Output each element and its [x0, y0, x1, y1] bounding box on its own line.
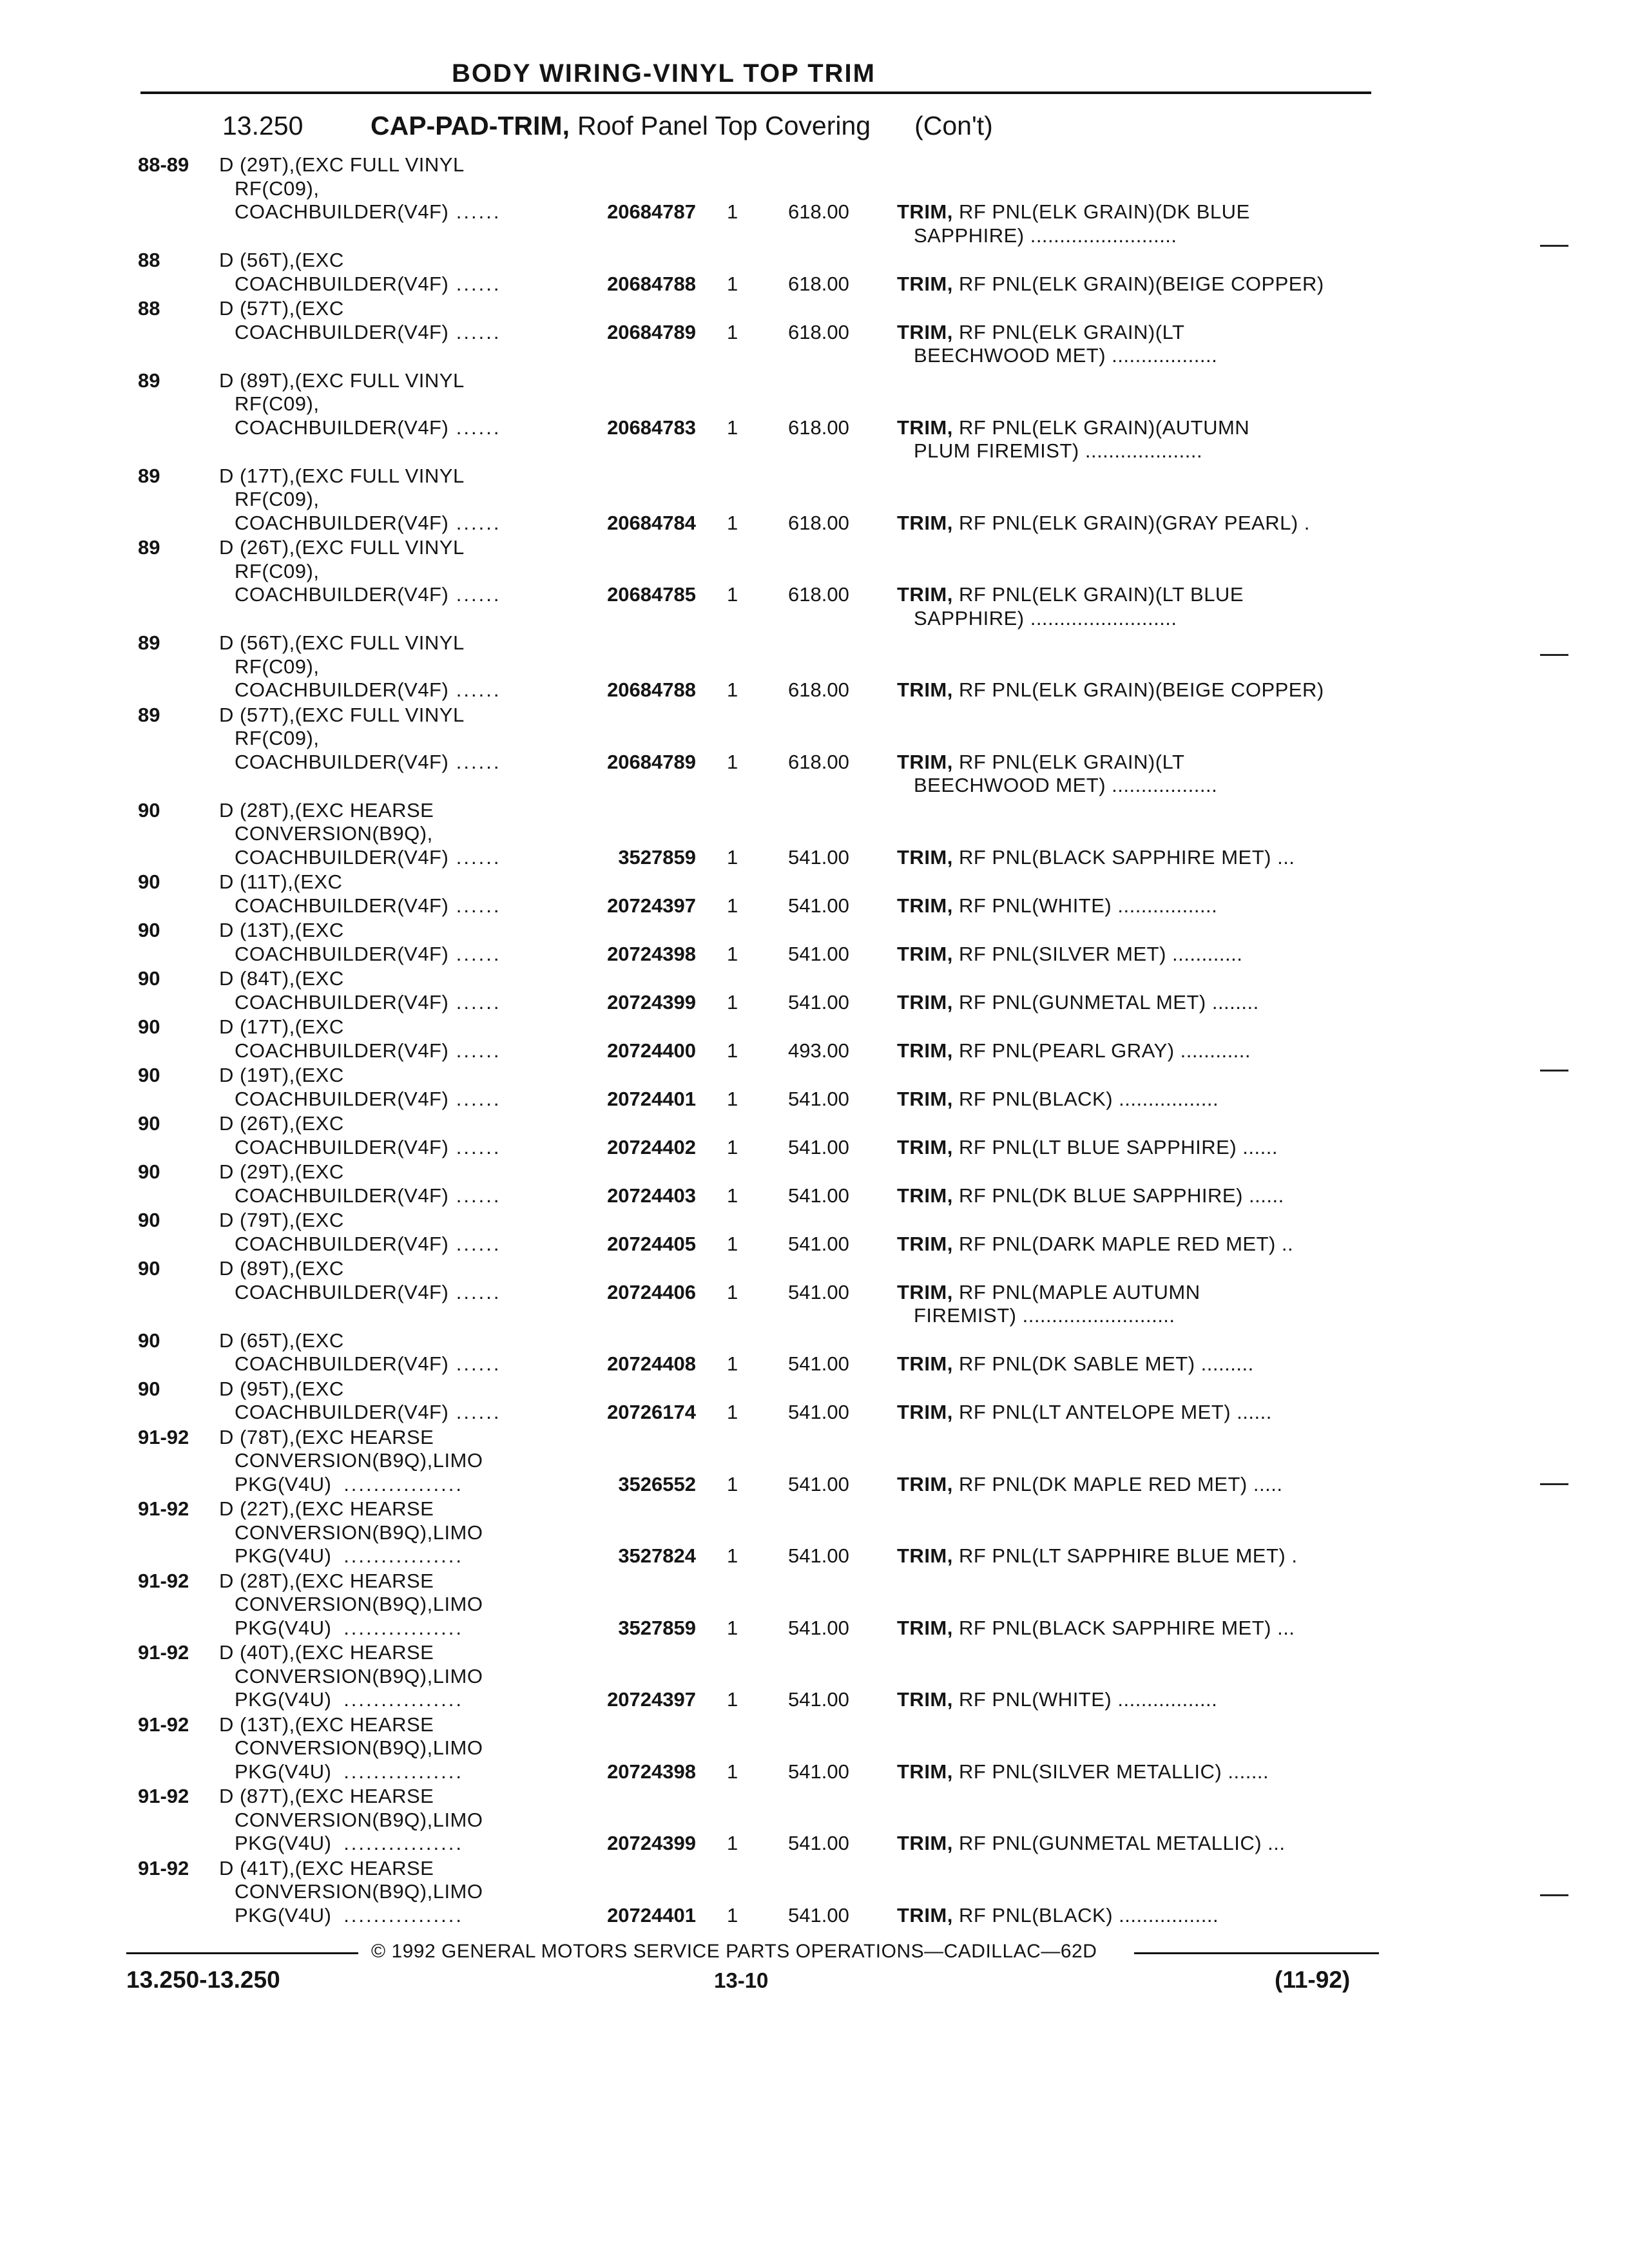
price: 541.00	[788, 1472, 849, 1495]
footer-page-number: 13-10	[714, 1968, 769, 1992]
usage-line: D (65T),(EXC	[219, 1329, 344, 1352]
usage-line: COACHBUILDER(V4F)	[235, 200, 449, 223]
part-description: SAPPHIRE) .........................	[914, 606, 1177, 629]
quantity: 1	[727, 990, 738, 1014]
leader-dots: ......	[456, 1184, 501, 1207]
usage-line: COACHBUILDER(V4F)	[235, 678, 449, 701]
model-year: 90	[138, 1160, 160, 1183]
quantity: 1	[727, 272, 738, 295]
usage-line: COACHBUILDER(V4F)	[235, 583, 449, 606]
model-year: 90	[138, 1064, 160, 1086]
usage-line: PKG(V4U)	[235, 1544, 332, 1567]
price: 618.00	[788, 583, 849, 606]
part-description: TRIM, RF PNL(SILVER METALLIC) .......	[897, 1760, 1269, 1783]
leader-dots: ......	[456, 1352, 501, 1375]
part-description: TRIM, RF PNL(BLACK SAPPHIRE MET) ...	[897, 845, 1295, 869]
usage-line: RF(C09),	[235, 177, 320, 200]
usage-line: COACHBUILDER(V4F)	[235, 1401, 449, 1423]
model-year: 90	[138, 1257, 160, 1280]
usage-line: COACHBUILDER(V4F)	[235, 320, 449, 343]
quantity: 1	[727, 1135, 738, 1158]
quantity: 1	[727, 1039, 738, 1062]
usage-line: COACHBUILDER(V4F)	[235, 1135, 449, 1158]
part-description: TRIM, RF PNL(DARK MAPLE RED MET) ..	[897, 1232, 1294, 1255]
usage-line: PKG(V4U)	[235, 1688, 332, 1711]
section-subtitle: Roof Panel Top Covering	[577, 111, 871, 140]
part-description: TRIM, RF PNL(BLACK) .................	[897, 1087, 1219, 1110]
leader-dots: ................	[343, 1544, 463, 1567]
usage-line: RF(C09),	[235, 655, 320, 678]
part-number: 20724397	[607, 1688, 696, 1711]
model-year: 91-92	[138, 1785, 189, 1807]
footer-rule-right	[1134, 1952, 1379, 1954]
model-year: 91-92	[138, 1856, 189, 1879]
leader-dots: ................	[343, 1832, 463, 1854]
price: 541.00	[788, 1087, 849, 1110]
usage-line: D (28T),(EXC HEARSE	[219, 798, 434, 822]
quantity: 1	[727, 1232, 738, 1255]
price: 541.00	[788, 990, 849, 1014]
model-year: 89	[138, 464, 160, 487]
usage-line: COACHBUILDER(V4F)	[235, 1184, 449, 1207]
part-number: 20724399	[607, 1832, 696, 1854]
price: 618.00	[788, 750, 849, 773]
part-description: PLUM FIREMIST) ....................	[914, 439, 1203, 462]
footer-revision-date: (11-92)	[1275, 1966, 1351, 1993]
leader-dots: ......	[456, 1135, 501, 1158]
leader-dots: ................	[343, 1760, 463, 1783]
model-year: 90	[138, 1209, 160, 1231]
price: 618.00	[788, 678, 849, 701]
part-description: TRIM, RF PNL(LT SAPPHIRE BLUE MET) .	[897, 1544, 1298, 1567]
usage-line: PKG(V4U)	[235, 1903, 332, 1927]
usage-line: RF(C09),	[235, 488, 320, 510]
part-number: 20726174	[607, 1401, 696, 1423]
usage-line: COACHBUILDER(V4F)	[235, 511, 449, 534]
usage-line: D (57T),(EXC	[219, 297, 344, 320]
price: 541.00	[788, 1232, 849, 1255]
part-description: TRIM, RF PNL(GUNMETAL MET) ........	[897, 990, 1259, 1014]
quantity: 1	[727, 416, 738, 439]
part-description: TRIM, RF PNL(ELK GRAIN)(BEIGE COPPER)	[897, 678, 1324, 701]
usage-line: D (56T),(EXC	[219, 249, 344, 271]
footer-rule-left	[126, 1952, 358, 1954]
price: 541.00	[788, 1280, 849, 1303]
edge-mark	[1540, 654, 1568, 656]
usage-line: PKG(V4U)	[235, 1832, 332, 1854]
leader-dots: ......	[456, 845, 501, 869]
usage-line: D (29T),(EXC	[219, 1160, 344, 1183]
leader-dots: ................	[343, 1903, 463, 1927]
usage-line: CONVERSION(B9Q),	[235, 822, 433, 845]
part-number: 20684789	[607, 750, 696, 773]
part-description: TRIM, RF PNL(LT BLUE SAPPHIRE) ......	[897, 1135, 1278, 1158]
price: 541.00	[788, 1352, 849, 1375]
part-number: 20724397	[607, 894, 696, 917]
price: 541.00	[788, 1688, 849, 1711]
usage-line: D (26T),(EXC FULL VINYL	[219, 536, 465, 559]
part-number: 20684787	[607, 200, 696, 223]
part-number: 3527859	[618, 845, 696, 869]
quantity: 1	[727, 583, 738, 606]
part-description: TRIM, RF PNL(ELK GRAIN)(LT BLUE	[897, 583, 1244, 606]
usage-line: COACHBUILDER(V4F)	[235, 1280, 449, 1303]
part-number: 3527824	[618, 1544, 696, 1567]
quantity: 1	[727, 942, 738, 965]
price: 618.00	[788, 272, 849, 295]
usage-line: COACHBUILDER(V4F)	[235, 845, 449, 869]
edge-mark	[1540, 1070, 1568, 1072]
model-year: 91-92	[138, 1425, 189, 1448]
part-description: TRIM, RF PNL(DK SABLE MET) .........	[897, 1352, 1254, 1375]
part-description: TRIM, RF PNL(WHITE) .................	[897, 1688, 1218, 1711]
part-description: TRIM, RF PNL(LT ANTELOPE MET) ......	[897, 1401, 1272, 1423]
part-description: TRIM, RF PNL(WHITE) .................	[897, 894, 1218, 917]
footer-section-range: 13.250-13.250	[126, 1966, 280, 1993]
leader-dots: ......	[456, 942, 501, 965]
leader-dots: ......	[456, 678, 501, 701]
model-year: 90	[138, 1329, 160, 1352]
part-number: 3527859	[618, 1616, 696, 1639]
usage-line: D (57T),(EXC FULL VINYL	[219, 703, 465, 726]
usage-line: COACHBUILDER(V4F)	[235, 1087, 449, 1110]
usage-line: PKG(V4U)	[235, 1472, 332, 1495]
leader-dots: ......	[456, 320, 501, 343]
price: 541.00	[788, 894, 849, 917]
part-description: TRIM, RF PNL(DK MAPLE RED MET) .....	[897, 1472, 1283, 1495]
model-year: 91-92	[138, 1713, 189, 1736]
usage-line: PKG(V4U)	[235, 1760, 332, 1783]
part-number: 20684784	[607, 511, 696, 534]
model-year: 89	[138, 703, 160, 726]
price: 541.00	[788, 1760, 849, 1783]
part-description: TRIM, RF PNL(PEARL GRAY) ............	[897, 1039, 1251, 1062]
leader-dots: ......	[456, 583, 501, 606]
section-number: 13.250	[222, 111, 304, 140]
model-year: 89	[138, 536, 160, 559]
price: 618.00	[788, 416, 849, 439]
usage-line: RF(C09),	[235, 559, 320, 582]
leader-dots: ......	[456, 1280, 501, 1303]
part-number: 20724398	[607, 1760, 696, 1783]
quantity: 1	[727, 1087, 738, 1110]
model-year: 91-92	[138, 1497, 189, 1520]
leader-dots: ......	[456, 416, 501, 439]
part-description: TRIM, RF PNL(ELK GRAIN)(LT	[897, 320, 1185, 343]
usage-line: D (89T),(EXC FULL VINYL	[219, 369, 465, 392]
model-year: 88	[138, 297, 160, 320]
section-name: CAP-PAD-TRIM,	[371, 111, 570, 140]
leader-dots: ......	[456, 894, 501, 917]
usage-line: CONVERSION(B9Q),LIMO	[235, 1664, 483, 1687]
edge-mark	[1540, 1894, 1568, 1896]
quantity: 1	[727, 845, 738, 869]
usage-line: RF(C09),	[235, 392, 320, 415]
price: 618.00	[788, 320, 849, 343]
price: 541.00	[788, 1135, 849, 1158]
quantity: 1	[727, 750, 738, 773]
usage-line: D (22T),(EXC HEARSE	[219, 1497, 434, 1520]
usage-line: COACHBUILDER(V4F)	[235, 942, 449, 965]
price: 541.00	[788, 845, 849, 869]
usage-line: COACHBUILDER(V4F)	[235, 272, 449, 295]
model-year: 90	[138, 1112, 160, 1135]
usage-line: D (17T),(EXC	[219, 1015, 344, 1038]
part-number: 20684788	[607, 678, 696, 701]
leader-dots: ......	[456, 511, 501, 534]
part-number: 20724405	[607, 1232, 696, 1255]
leader-dots: ......	[456, 272, 501, 295]
usage-line: D (11T),(EXC	[219, 870, 343, 893]
section-continued: (Con't)	[914, 111, 993, 140]
quantity: 1	[727, 1544, 738, 1567]
part-number: 20684788	[607, 272, 696, 295]
quantity: 1	[727, 678, 738, 701]
leader-dots: ......	[456, 1039, 501, 1062]
usage-line: RF(C09),	[235, 727, 320, 749]
part-number: 20724403	[607, 1184, 696, 1207]
model-year: 89	[138, 369, 160, 392]
part-description: TRIM, RF PNL(BLACK) .................	[897, 1903, 1219, 1927]
part-number: 20724408	[607, 1352, 696, 1375]
part-description: TRIM, RF PNL(MAPLE AUTUMN	[897, 1280, 1200, 1303]
quantity: 1	[727, 894, 738, 917]
part-number: 20724398	[607, 942, 696, 965]
quantity: 1	[727, 1184, 738, 1207]
usage-line: D (28T),(EXC HEARSE	[219, 1569, 434, 1592]
price: 618.00	[788, 511, 849, 534]
part-number: 20724401	[607, 1087, 696, 1110]
price: 541.00	[788, 1401, 849, 1423]
usage-line: COACHBUILDER(V4F)	[235, 990, 449, 1014]
part-description: BEECHWOOD MET) ..................	[914, 344, 1218, 367]
price: 618.00	[788, 200, 849, 223]
part-description: TRIM, RF PNL(ELK GRAIN)(LT	[897, 750, 1185, 773]
quantity: 1	[727, 1903, 738, 1927]
part-number: 20724399	[607, 990, 696, 1014]
part-description: TRIM, RF PNL(DK BLUE SAPPHIRE) ......	[897, 1184, 1284, 1207]
leader-dots: ......	[456, 1087, 501, 1110]
usage-line: D (95T),(EXC	[219, 1377, 344, 1400]
part-number: 20724401	[607, 1903, 696, 1927]
part-description: FIREMIST) ..........................	[914, 1304, 1175, 1327]
part-description: TRIM, RF PNL(SILVER MET) ............	[897, 942, 1243, 965]
usage-line: D (41T),(EXC HEARSE	[219, 1856, 434, 1879]
usage-line: D (40T),(EXC HEARSE	[219, 1641, 434, 1664]
part-description: TRIM, RF PNL(GUNMETAL METALLIC) ...	[897, 1832, 1286, 1854]
part-number: 20724406	[607, 1280, 696, 1303]
usage-line: D (17T),(EXC FULL VINYL	[219, 464, 465, 487]
usage-line: CONVERSION(B9Q),LIMO	[235, 1521, 483, 1544]
quantity: 1	[727, 1616, 738, 1639]
model-year: 88-89	[138, 153, 189, 176]
usage-line: CONVERSION(B9Q),LIMO	[235, 1736, 483, 1759]
usage-line: CONVERSION(B9Q),LIMO	[235, 1593, 483, 1615]
usage-line: PKG(V4U)	[235, 1616, 332, 1639]
model-year: 88	[138, 249, 160, 271]
model-year: 90	[138, 870, 160, 893]
part-number: 20684783	[607, 416, 696, 439]
part-number: 3526552	[618, 1472, 696, 1495]
usage-line: COACHBUILDER(V4F)	[235, 416, 449, 439]
usage-line: CONVERSION(B9Q),LIMO	[235, 1449, 483, 1472]
part-description: SAPPHIRE) .........................	[914, 224, 1177, 247]
usage-line: D (89T),(EXC	[219, 1257, 344, 1280]
usage-line: COACHBUILDER(V4F)	[235, 894, 449, 917]
part-number: 20724400	[607, 1039, 696, 1062]
price: 541.00	[788, 1544, 849, 1567]
quantity: 1	[727, 1832, 738, 1854]
part-description: TRIM, RF PNL(BLACK SAPPHIRE MET) ...	[897, 1616, 1295, 1639]
part-number: 20684789	[607, 320, 696, 343]
price: 541.00	[788, 942, 849, 965]
leader-dots: ......	[456, 200, 501, 223]
usage-line: D (19T),(EXC	[219, 1064, 344, 1086]
quantity: 1	[727, 1401, 738, 1423]
usage-line: COACHBUILDER(V4F)	[235, 1352, 449, 1375]
model-year: 91-92	[138, 1569, 189, 1592]
quantity: 1	[727, 1688, 738, 1711]
leader-dots: ................	[343, 1472, 463, 1495]
footer-copyright: © 1992 GENERAL MOTORS SERVICE PARTS OPERATIONS—CADILLAC—62D	[371, 1941, 1097, 1962]
usage-line: COACHBUILDER(V4F)	[235, 1039, 449, 1062]
price: 541.00	[788, 1832, 849, 1854]
quantity: 1	[727, 1352, 738, 1375]
quantity: 1	[727, 511, 738, 534]
edge-mark	[1540, 245, 1568, 247]
edge-mark	[1540, 1483, 1568, 1485]
price: 493.00	[788, 1039, 849, 1062]
model-year: 90	[138, 967, 160, 990]
leader-dots: ......	[456, 1232, 501, 1255]
part-number: 20684785	[607, 583, 696, 606]
leader-dots: ......	[456, 750, 501, 773]
quantity: 1	[727, 1760, 738, 1783]
usage-line: COACHBUILDER(V4F)	[235, 750, 449, 773]
usage-line: D (78T),(EXC HEARSE	[219, 1425, 434, 1448]
usage-line: D (13T),(EXC	[219, 919, 344, 941]
part-description: TRIM, RF PNL(ELK GRAIN)(AUTUMN	[897, 416, 1250, 439]
usage-line: D (13T),(EXC HEARSE	[219, 1713, 434, 1736]
part-description: TRIM, RF PNL(ELK GRAIN)(GRAY PEARL) .	[897, 511, 1310, 534]
model-year: 91-92	[138, 1641, 189, 1664]
part-description: TRIM, RF PNL(ELK GRAIN)(DK BLUE	[897, 200, 1250, 223]
usage-line: D (84T),(EXC	[219, 967, 344, 990]
price: 541.00	[788, 1616, 849, 1639]
model-year: 89	[138, 631, 160, 654]
model-year: 90	[138, 798, 160, 822]
usage-line: CONVERSION(B9Q),LIMO	[235, 1880, 483, 1903]
part-description: TRIM, RF PNL(ELK GRAIN)(BEIGE COPPER)	[897, 272, 1324, 295]
quantity: 1	[727, 1472, 738, 1495]
usage-line: D (56T),(EXC FULL VINYL	[219, 631, 465, 654]
leader-dots: ......	[456, 1401, 501, 1423]
usage-line: CONVERSION(B9Q),LIMO	[235, 1808, 483, 1831]
model-year: 90	[138, 919, 160, 941]
model-year: 90	[138, 1377, 160, 1400]
price: 541.00	[788, 1903, 849, 1927]
usage-line: D (26T),(EXC	[219, 1112, 344, 1135]
leader-dots: ......	[456, 990, 501, 1014]
quantity: 1	[727, 320, 738, 343]
model-year: 90	[138, 1015, 160, 1038]
part-number: 20724402	[607, 1135, 696, 1158]
leader-dots: ................	[343, 1616, 463, 1639]
leader-dots: ................	[343, 1688, 463, 1711]
page-header-title: BODY WIRING-VINYL TOP TRIM	[452, 59, 876, 88]
price: 541.00	[788, 1184, 849, 1207]
usage-line: D (29T),(EXC FULL VINYL	[219, 153, 465, 176]
part-description: BEECHWOOD MET) ..................	[914, 774, 1218, 796]
usage-line: COACHBUILDER(V4F)	[235, 1232, 449, 1255]
usage-line: D (87T),(EXC HEARSE	[219, 1785, 434, 1807]
quantity: 1	[727, 1280, 738, 1303]
usage-line: D (79T),(EXC	[219, 1209, 344, 1231]
quantity: 1	[727, 200, 738, 223]
